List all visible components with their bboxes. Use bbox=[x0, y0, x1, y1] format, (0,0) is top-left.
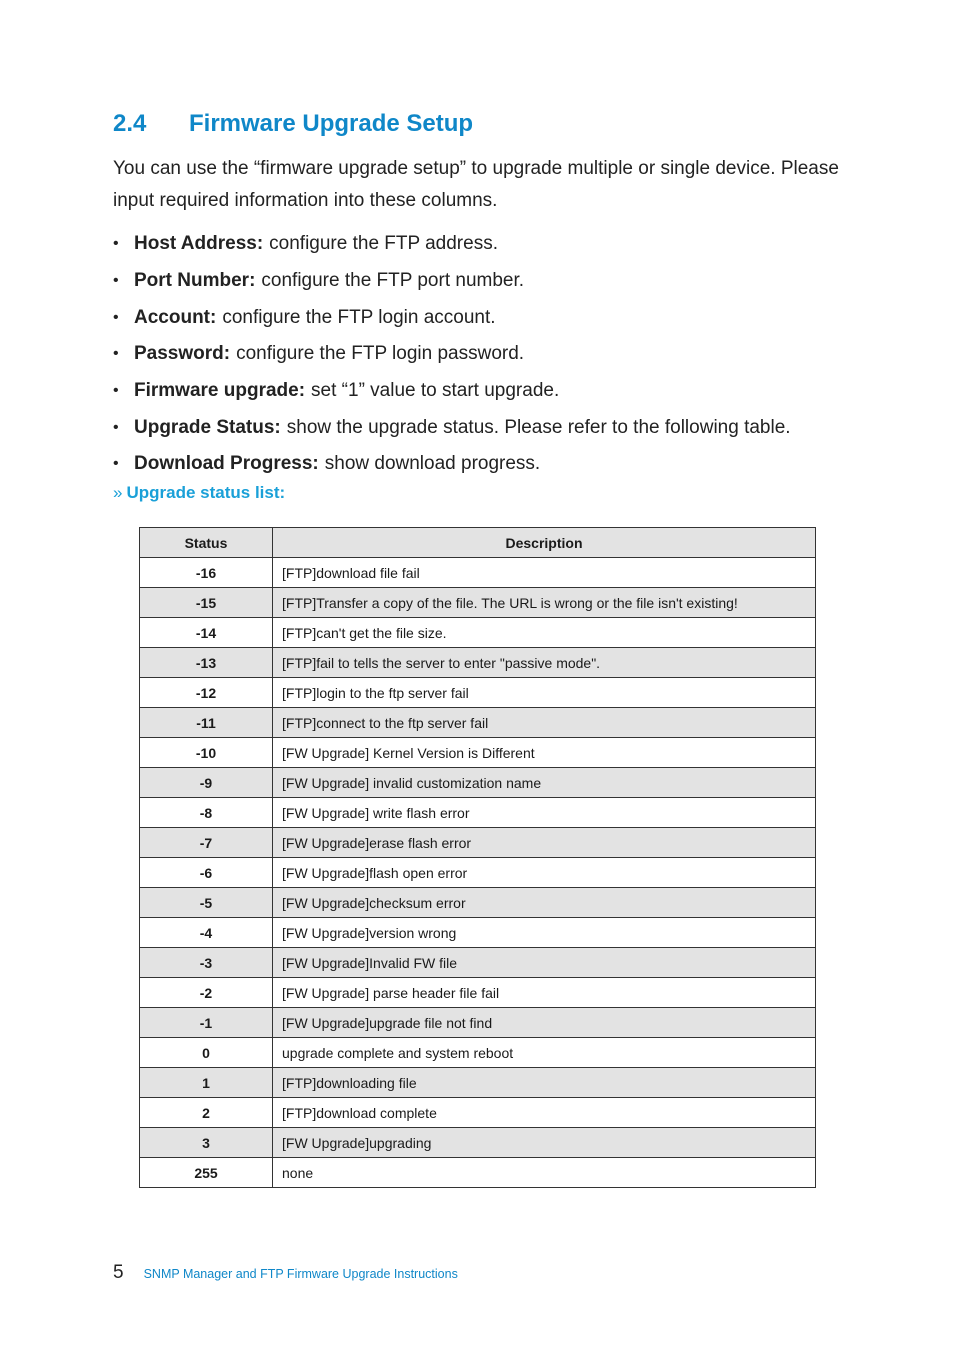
list-text: show the upgrade status. Please refer to the following table. bbox=[286, 416, 791, 438]
status-code: -13 bbox=[140, 648, 273, 678]
bullet-icon: • bbox=[113, 272, 119, 290]
status-description: [FTP]can't get the file size. bbox=[273, 618, 816, 648]
table-row bbox=[140, 978, 816, 1008]
table-row bbox=[140, 948, 816, 978]
list-item bbox=[113, 299, 873, 336]
status-code: -15 bbox=[140, 588, 273, 618]
table-row bbox=[140, 1098, 816, 1128]
status-description: [FW Upgrade] Kernel Version is Different bbox=[273, 738, 816, 768]
status-description: [FTP]download file fail bbox=[273, 558, 816, 588]
status-code: -5 bbox=[140, 888, 273, 918]
list-item bbox=[113, 226, 873, 263]
list-term: Firmware upgrade: bbox=[134, 380, 306, 402]
table-row bbox=[140, 648, 816, 678]
status-description: [FTP]download complete bbox=[273, 1098, 816, 1128]
page-number: 5 bbox=[113, 1262, 124, 1283]
section-title: Firmware Upgrade Setup bbox=[189, 110, 474, 137]
status-code: -12 bbox=[140, 678, 273, 708]
status-description: [FW Upgrade]version wrong bbox=[273, 918, 816, 948]
status-description: [FTP]downloading file bbox=[273, 1068, 816, 1098]
list-text: configure the FTP login account. bbox=[222, 306, 496, 328]
page-footer bbox=[113, 1262, 458, 1284]
status-code: -14 bbox=[140, 618, 273, 648]
status-description: [FW Upgrade]upgrade file not find bbox=[273, 1008, 816, 1038]
bullet-icon: • bbox=[113, 455, 119, 473]
status-code: 3 bbox=[140, 1128, 273, 1158]
list-term: Upgrade Status: bbox=[134, 416, 281, 438]
list-text: configure the FTP login password. bbox=[236, 343, 525, 365]
bullet-icon: • bbox=[113, 382, 119, 400]
table-row bbox=[140, 918, 816, 948]
list-text: configure the FTP port number. bbox=[261, 270, 525, 292]
status-code: 2 bbox=[140, 1098, 273, 1128]
table-row bbox=[140, 828, 816, 858]
table-row bbox=[140, 1008, 816, 1038]
status-description: [FW Upgrade]Invalid FW file bbox=[273, 948, 816, 978]
list-item bbox=[113, 263, 873, 300]
list-text: configure the FTP address. bbox=[269, 233, 498, 255]
list-item bbox=[113, 373, 873, 410]
table-row bbox=[140, 888, 816, 918]
document-title: SNMP Manager and FTP Firmware Upgrade Instructions bbox=[143, 1267, 458, 1281]
list-term: Password: bbox=[134, 343, 231, 365]
bullet-icon: • bbox=[113, 418, 119, 436]
status-description: [FTP]connect to the ftp server fail bbox=[273, 708, 816, 738]
status-code: -10 bbox=[140, 738, 273, 768]
status-code: -9 bbox=[140, 768, 273, 798]
field-list bbox=[113, 226, 873, 483]
table-row bbox=[140, 1158, 816, 1188]
table-row bbox=[140, 1128, 816, 1158]
list-item bbox=[113, 446, 873, 483]
upgrade-status-table bbox=[139, 527, 816, 1188]
table-row bbox=[140, 858, 816, 888]
status-code: 0 bbox=[140, 1038, 273, 1068]
status-description: [FTP]fail to tells the server to enter "passive mode". bbox=[273, 648, 816, 678]
status-description: [FW Upgrade]upgrading bbox=[273, 1128, 816, 1158]
table-row bbox=[140, 708, 816, 738]
status-description: upgrade complete and system reboot bbox=[273, 1038, 816, 1068]
list-item bbox=[113, 409, 873, 446]
column-header-status: Status bbox=[140, 528, 273, 558]
list-term: Port Number: bbox=[134, 270, 256, 292]
table-row bbox=[140, 678, 816, 708]
status-code: -16 bbox=[140, 558, 273, 588]
table-row bbox=[140, 618, 816, 648]
list-term: Host Address: bbox=[134, 233, 264, 255]
subheading-text: Upgrade status list: bbox=[126, 483, 286, 502]
status-code: -6 bbox=[140, 858, 273, 888]
status-code: -4 bbox=[140, 918, 273, 948]
status-code: -8 bbox=[140, 798, 273, 828]
status-description: [FW Upgrade] write flash error bbox=[273, 798, 816, 828]
status-code: 255 bbox=[140, 1158, 273, 1188]
list-term: Download Progress: bbox=[134, 453, 319, 475]
bullet-icon: • bbox=[113, 345, 119, 363]
status-code: -3 bbox=[140, 948, 273, 978]
bullet-icon: • bbox=[113, 235, 119, 253]
status-description: [FTP]login to the ftp server fail bbox=[273, 678, 816, 708]
section-heading bbox=[113, 110, 473, 138]
status-code: -11 bbox=[140, 708, 273, 738]
status-code: -1 bbox=[140, 1008, 273, 1038]
intro-paragraph: You can use the “firmware upgrade setup” to upgrade multiple or single device. Please input required information into these columns. bbox=[113, 158, 839, 211]
list-item bbox=[113, 336, 873, 373]
status-code: -7 bbox=[140, 828, 273, 858]
status-description: [FW Upgrade]flash open error bbox=[273, 858, 816, 888]
subheading bbox=[113, 483, 285, 503]
column-header-description: Description bbox=[273, 528, 816, 558]
table-row bbox=[140, 768, 816, 798]
status-description: [FW Upgrade]checksum error bbox=[273, 888, 816, 918]
table-body bbox=[140, 558, 816, 1188]
status-description: [FW Upgrade] invalid customization name bbox=[273, 768, 816, 798]
status-description: [FTP]Transfer a copy of the file. The URL is wrong or the file isn't existing! bbox=[273, 588, 816, 618]
status-description: none bbox=[273, 1158, 816, 1188]
table-row bbox=[140, 588, 816, 618]
table-row bbox=[140, 1038, 816, 1068]
table-row bbox=[140, 738, 816, 768]
table-row bbox=[140, 558, 816, 588]
status-code: 1 bbox=[140, 1068, 273, 1098]
list-text: show download progress. bbox=[324, 453, 541, 475]
status-description: [FW Upgrade] parse header file fail bbox=[273, 978, 816, 1008]
list-term: Account: bbox=[134, 306, 217, 328]
table-row bbox=[140, 798, 816, 828]
status-description: [FW Upgrade]erase flash error bbox=[273, 828, 816, 858]
status-code: -2 bbox=[140, 978, 273, 1008]
table-header-row bbox=[140, 528, 816, 558]
list-text: set “1” value to start upgrade. bbox=[311, 380, 560, 402]
section-number: 2.4 bbox=[113, 110, 147, 137]
bullet-icon: • bbox=[113, 308, 119, 326]
table-row bbox=[140, 1068, 816, 1098]
chevron-right-icon: » bbox=[113, 483, 123, 502]
